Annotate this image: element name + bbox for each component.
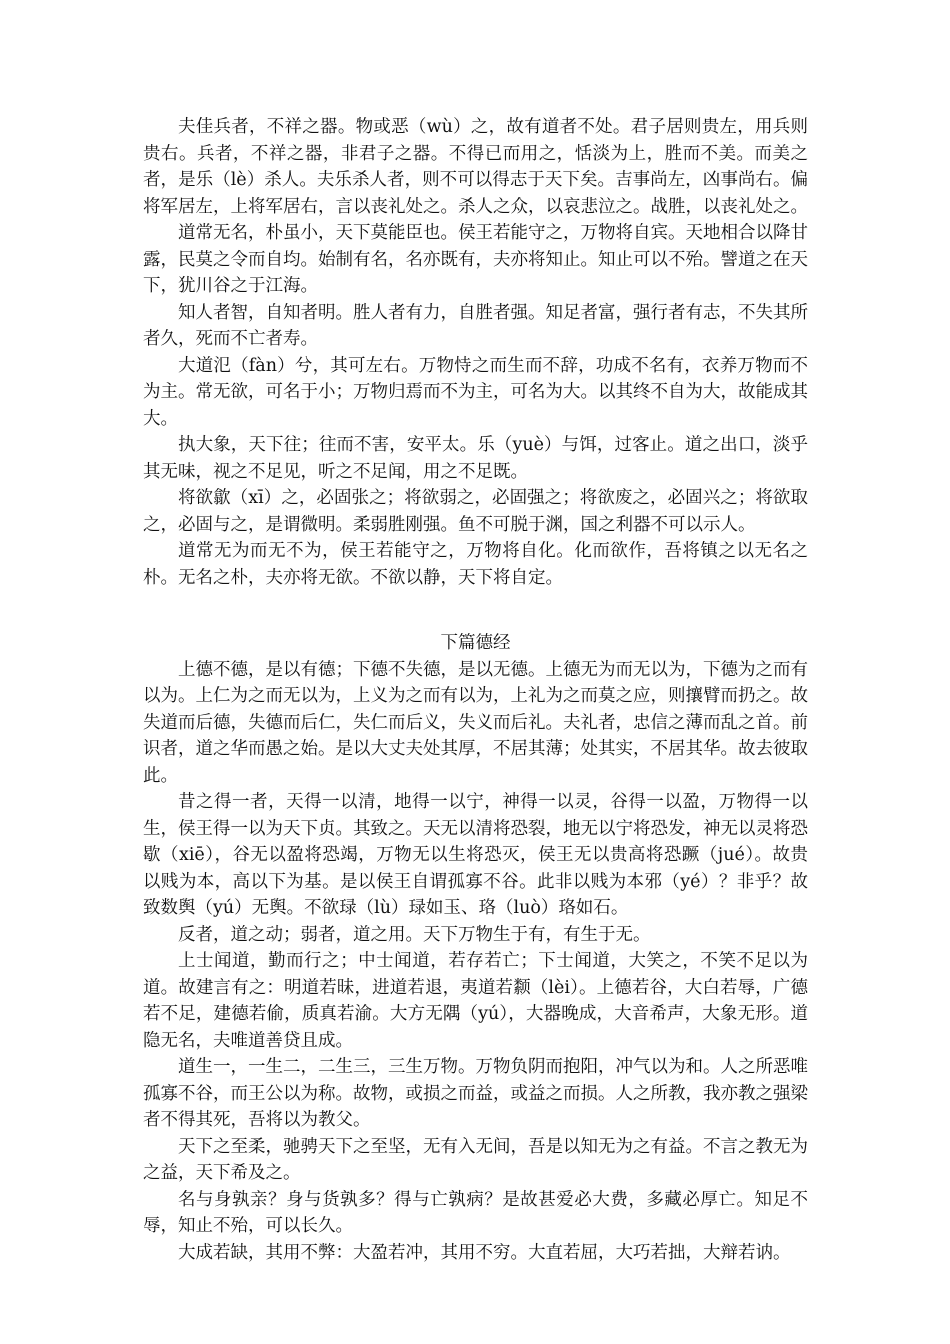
paragraph: 大成若缺，其用不弊：大盈若冲，其用不穷。大直若屈，大巧若拙，大辩若讷。 [178, 1242, 791, 1263]
paragraph: 夫佳兵者，不祥之器。物或恶（wù）之，故有道者不处。君子居则贵左，用兵则贵右。兵者，不祥之器，非君子之器。不得已而用之，恬淡为上，胜而不美。而美之者，是乐（lè）杀人。夫乐杀人者，则不可以得志于天下矣。吉事尚左，凶事尚右。偏将军居左，上将军居右，言以丧礼处之。杀人之众，以哀悲泣之。战胜，以丧礼处之。 [143, 117, 808, 217]
paragraph: 名与身孰亲？身与货孰多？得与亡孰病？是故甚爱必大费，多藏必厚亡。知足不辱，知止不殆，可以长久。 [143, 1189, 808, 1236]
lower-text-block [143, 630, 808, 1266]
paragraph: 天下之至柔，驰骋天下之至坚，无有入无间，吾是以知无为之有益。不言之教无为之益，天下希及之。 [143, 1136, 808, 1183]
paragraph: 道常无为而无不为，侯王若能守之，万物将自化。化而欲作，吾将镇之以无名之朴。无名之朴，夫亦将无欲。不欲以静，天下将自定。 [143, 541, 808, 588]
paragraph: 昔之得一者，天得一以清，地得一以宁，神得一以灵，谷得一以盈，万物得一以生，侯王得一以为天下贞。其致之。天无以清将恐裂，地无以宁将恐发，神无以灵将恐歇（xiē），谷无以盈将恐竭，万物无以生将恐灭，侯王无以贵高将恐蹶（jué）。故贵以贱为本，高以下为基。是以侯王自谓孤寡不谷。此非以贱为本邪（yé）？非乎？故致数舆（yú）无舆。不欲琭（lù）琭如玉、珞（luò）珞如石。 [143, 792, 808, 918]
upper-text-block [143, 114, 808, 591]
paragraph: 知人者智，自知者明。胜人者有力，自胜者强。知足者富，强行者有志，不失其所者久，死而不亡者寿。 [143, 302, 808, 349]
paragraph: 道常无名，朴虽小，天下莫能臣也。侯王若能守之，万物将自宾。天地相合以降甘露，民莫之令而自均。始制有名，名亦既有，夫亦将知止。知止可以不殆。譬道之在天下，犹川谷之于江海。 [143, 223, 808, 296]
paragraph: 将欲歙（xī）之，必固张之；将欲弱之，必固强之；将欲废之，必固兴之；将欲取之，必固与之，是谓微明。柔弱胜刚强。鱼不可脱于渊，国之利器不可以示人。 [143, 488, 808, 535]
paragraph: 上德不德，是以有德；下德不失德，是以无德。上德无为而无以为，下德为之而有以为。上仁为之而无以为，上义为之而有以为，上礼为之而莫之应，则攘臂而扔之。故失道而后德，失德而后仁，失仁而后义，失义而后礼。夫礼者，忠信之薄而乱之首。前识者，道之华而愚之始。是以大丈夫处其厚，不居其薄；处其实，不居其华。故去彼取此。 [143, 659, 808, 786]
section-title: 下篇德经 [440, 633, 511, 653]
paragraph: 执大象，天下往；往而不害，安平太。乐（yuè）与饵，过客止。道之出口，淡乎其无味，视之不足见，听之不足闻，用之不足既。 [143, 435, 808, 482]
paragraph: 大道氾（fàn）兮，其可左右。万物恃之而生而不辞，功成不名有，衣养万物而不为主。常无欲，可名于小；万物归焉而不为主，可名为大。以其终不自为大，故能成其大。 [143, 355, 808, 429]
paragraph: 道生一，一生二，二生三，三生万物。万物负阴而抱阳，冲气以为和。人之所恶唯孤寡不谷，而王公以为称。故物，或损之而益，或益之而损。人之所教，我亦教之强梁者不得其死，吾将以为教父。 [143, 1057, 808, 1130]
paragraph: 上士闻道，勤而行之；中士闻道，若存若亡；下士闻道，大笑之，不笑不足以为道。故建言有之：明道若昧，进道若退，夷道若颣（lèi）。上德若谷，大白若辱，广德若不足，建德若偷，质真若渝。大方无隅（yú），大器晚成，大音希声，大象无形。道隐无名，夫唯道善贷且成。 [143, 951, 808, 1051]
paragraph: 反者，道之动；弱者，道之用。天下万物生于有，有生于无。 [178, 924, 651, 945]
